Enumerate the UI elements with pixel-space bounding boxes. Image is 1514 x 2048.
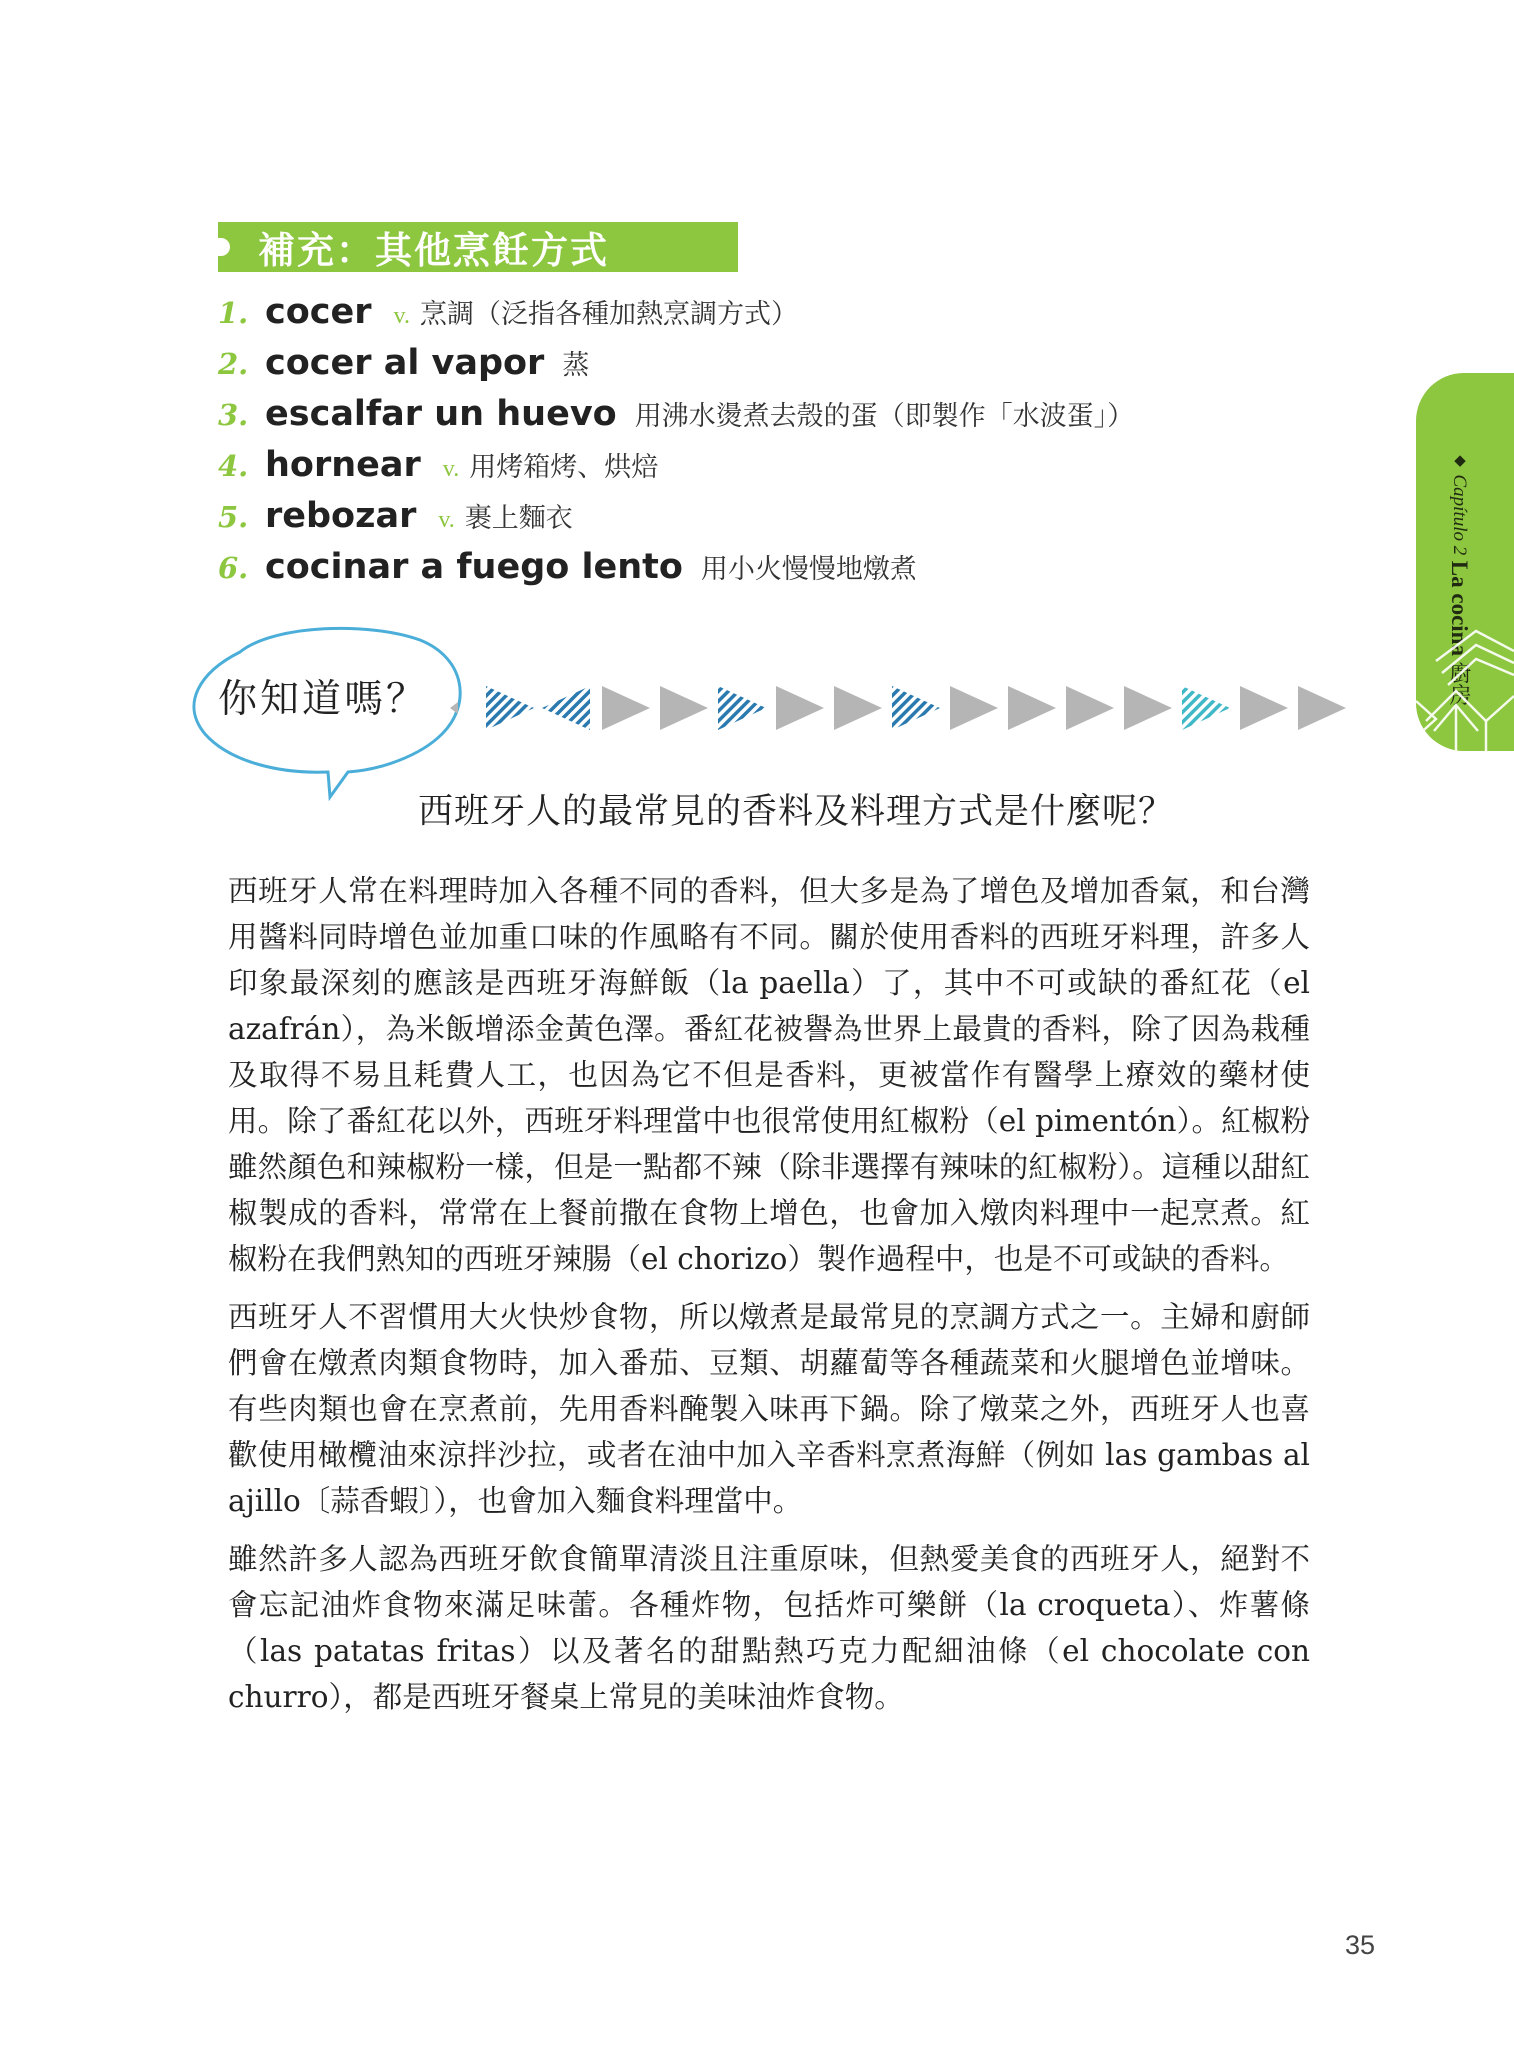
diamond-icon: ◆ <box>1451 451 1467 469</box>
item-number: 4. <box>218 449 249 483</box>
list-item <box>218 292 1134 343</box>
pattern-icon <box>1416 601 1514 751</box>
chapter-name-zh: 廚房 <box>1447 661 1472 706</box>
did-you-know-label: 你知道嗎？ <box>218 677 429 722</box>
paragraph: 西班牙人不習慣用大火快炒食物，所以燉煮是最常見的烹調方式之一。主婦和廚師們會在燉煮肉類食物時，加入番茄、豆類、胡蘿蔔等各種蔬菜和火腿增色並增味。有些肉類也會在烹煮前，先用香料醃製入味再下鍋。除了燉菜之外，西班牙人也喜歡使用橄欖油來涼拌沙拉，或者在油中加入辛香料烹煮海鮮（例如 las gambas al ajillo〔蒜香蝦〕），也會加入麵食料理當中。 <box>228 1300 1310 1518</box>
item-number: 3. <box>218 398 249 432</box>
list-item <box>218 547 1134 598</box>
vocab-definition: 用沸水燙煮去殼的蛋（即製作「水波蛋」） <box>634 401 1135 432</box>
part-of-speech: v. <box>393 303 410 329</box>
part-of-speech: v. <box>442 456 460 482</box>
vocab-list <box>218 292 1134 598</box>
chapter-number: Capítulo 2 <box>1449 474 1470 556</box>
paragraph: 西班牙人常在料理時加入各種不同的香料，但大多是為了增色及增加香氣，和台灣用醬料同時增色並加重口味的作風略有不同。關於使用香料的西班牙料理，許多人印象最深刻的應該是西班牙海鮮飯（la paella）了，其中不可或缺的番紅花（el azafrán），為米飯增添金黃色澤。番紅花被譽為世界上最貴的香料，除了因為栽種及取得不易且耗費人工，也因為它不但是香料，更被當作有醫學上療效的藥材使用。除了番紅花以外，西班牙料理當中也很常使用紅椒粉（el pimentón）。紅椒粉雖然顏色和辣椒粉一樣，但是一點都不辣（除非選擇有辣味的紅椒粉）。這種以甜紅椒製成的香料，常常在上餐前撒在食物上增色，也會加入燉肉料理中一起烹煮。紅椒粉在我們熟知的西班牙辣腸（el chorizo）製作過程中，也是不可或缺的香料。 <box>228 874 1310 1276</box>
body-text <box>228 868 1310 1732</box>
vocab-definition: 蒸 <box>562 350 590 381</box>
vocab-term: rebozar <box>265 496 417 536</box>
vocab-definition: 用烤箱烤、烘焙 <box>469 452 659 483</box>
triangle-decoration <box>450 680 1350 736</box>
vocab-definition: 烹調（泛指各種加熱烹調方式） <box>420 299 798 330</box>
vocab-definition: 用小火慢慢地燉煮 <box>700 554 917 585</box>
vocab-term: cocer <box>265 292 372 332</box>
item-number: 6. <box>218 551 249 585</box>
vocab-term: cocer al vapor <box>265 343 545 383</box>
section-banner <box>218 222 738 272</box>
vocab-term: escalfar un huevo <box>265 394 617 434</box>
paragraph: 雖然許多人認為西班牙飲食簡單清淡且注重原味，但熱愛美食的西班牙人，絕對不會忘記油炸食物來滿足味蕾。各種炸物，包括炸可樂餅（la croqueta）、炸薯條（las patatas fritas）以及著名的甜點熱巧克力配細油條（el chocolate con churro），都是西班牙餐桌上常見的美味油炸食物。 <box>228 1542 1310 1714</box>
page-number: 35 <box>1345 1930 1376 1960</box>
item-number: 1. <box>218 296 249 330</box>
list-item <box>218 394 1134 445</box>
list-item <box>218 343 1134 394</box>
list-item <box>218 445 1134 496</box>
item-number: 2. <box>218 347 249 381</box>
chapter-side-tab <box>1416 373 1514 751</box>
vocab-term: cocinar a fuego lento <box>265 547 683 587</box>
section-title: 補充：其他烹飪方式 <box>258 229 609 272</box>
item-number: 5. <box>218 500 249 534</box>
list-item <box>218 496 1134 547</box>
chapter-name: La cocina <box>1447 560 1472 656</box>
vocab-term: hornear <box>265 445 421 485</box>
part-of-speech: v. <box>438 507 455 533</box>
banner-notch <box>218 238 230 256</box>
vocab-definition: 裹上麵衣 <box>464 503 573 534</box>
question-heading: 西班牙人的最常見的香料及料理方式是什麼呢？ <box>418 792 1175 832</box>
